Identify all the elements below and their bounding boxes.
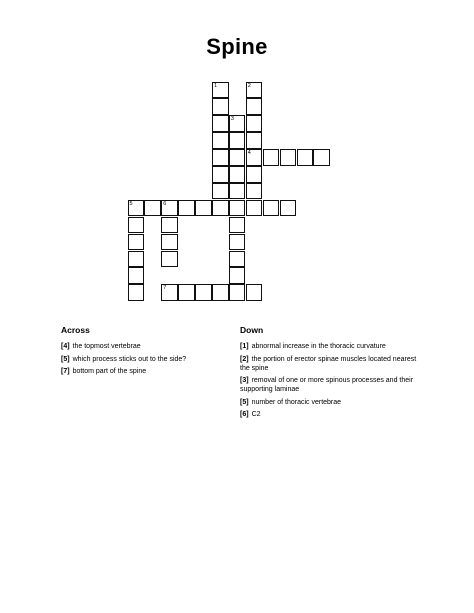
clue-number: [1] [240,343,249,350]
across-heading: Across [61,325,90,335]
grid-cell[interactable] [246,132,263,149]
across-clue [61,342,231,351]
down-clue [240,342,420,351]
clue-text: abnormal increase in the thoracic curvature [251,343,386,350]
grid-cell[interactable] [212,284,229,301]
grid-cell[interactable] [246,82,263,99]
grid-cell[interactable] [280,200,297,217]
puzzle-title: Spine [206,34,268,59]
clue-text: C2 [251,411,261,418]
grid-cell[interactable] [161,234,178,251]
grid-cell[interactable] [212,132,229,149]
grid-cell[interactable] [128,284,145,301]
grid-cell[interactable] [229,217,246,234]
grid-cell[interactable] [297,149,314,166]
cell-number: 6 [163,200,167,207]
grid-cell[interactable] [246,98,263,115]
grid-cell[interactable] [161,251,178,268]
grid-cell[interactable] [178,200,195,217]
down-clue-list [240,342,420,423]
clue-text: bottom part of the spine [72,368,147,375]
grid-cell[interactable] [229,115,246,132]
grid-cell[interactable] [246,200,263,217]
grid-cell[interactable] [128,251,145,268]
cell-number: 2 [247,82,251,89]
clue-number: [3] [240,377,249,384]
clue-text: removal of one or more spinous processes and their supporting laminae [240,377,414,393]
grid-cell[interactable] [313,149,330,166]
grid-cell[interactable] [229,284,246,301]
grid-cell[interactable] [128,200,145,217]
grid-cell[interactable] [229,183,246,200]
grid-cell[interactable] [161,217,178,234]
grid-cell[interactable] [246,149,263,166]
grid-cell[interactable] [212,98,229,115]
across-clue-list [61,342,231,380]
grid-cell[interactable] [229,267,246,284]
cell-number: 3 [230,116,234,123]
grid-cell[interactable] [280,149,297,166]
grid-cell[interactable] [246,183,263,200]
clue-number: [2] [240,355,249,363]
grid-cell[interactable] [229,200,246,217]
grid-cell[interactable] [212,115,229,132]
grid-cell[interactable] [212,166,229,183]
grid-cell[interactable] [161,200,178,217]
down-heading: Down [240,325,264,335]
grid-cell[interactable] [212,149,229,166]
grid-cell[interactable] [212,82,229,99]
down-clue [240,355,420,373]
grid-cell[interactable] [128,234,145,251]
clue-number: [7] [61,368,70,375]
grid-cell[interactable] [212,183,229,200]
grid-cell[interactable] [144,200,161,217]
clue-text: the portion of erector spinae muscles located nearest the spine [240,355,417,372]
grid-cell[interactable] [229,149,246,166]
across-clue [61,355,231,364]
clue-text: number of thoracic vertebrae [251,398,342,406]
grid-cell[interactable] [229,132,246,149]
cell-number: 1 [214,82,218,89]
grid-cell[interactable] [178,284,195,301]
clue-text: the topmost vertebrae [72,343,141,350]
grid-cell[interactable] [246,166,263,183]
grid-cell[interactable] [229,166,246,183]
clue-number: [5] [61,355,70,363]
grid-cell[interactable] [246,115,263,132]
down-clue [240,410,420,419]
grid-cell[interactable] [229,234,246,251]
down-clue [240,376,420,394]
grid-cell[interactable] [246,284,263,301]
grid-cell[interactable] [128,217,145,234]
clue-number: [6] [240,411,249,418]
clue-number: [4] [61,343,70,350]
grid-cell[interactable] [195,200,212,217]
down-clue [240,398,420,407]
clue-text: which process sticks out to the side? [72,355,187,363]
grid-cell[interactable] [229,251,246,268]
cell-number: 7 [163,285,167,292]
across-clue [61,367,231,376]
grid-cell[interactable] [128,267,145,284]
grid-cell[interactable] [212,200,229,217]
grid-cell[interactable] [161,284,178,301]
cell-number: 5 [129,200,133,207]
clue-number: [5] [240,398,249,406]
grid-cell[interactable] [263,200,280,217]
grid-cell[interactable] [263,149,280,166]
cell-number: 4 [247,150,251,157]
grid-cell[interactable] [195,284,212,301]
